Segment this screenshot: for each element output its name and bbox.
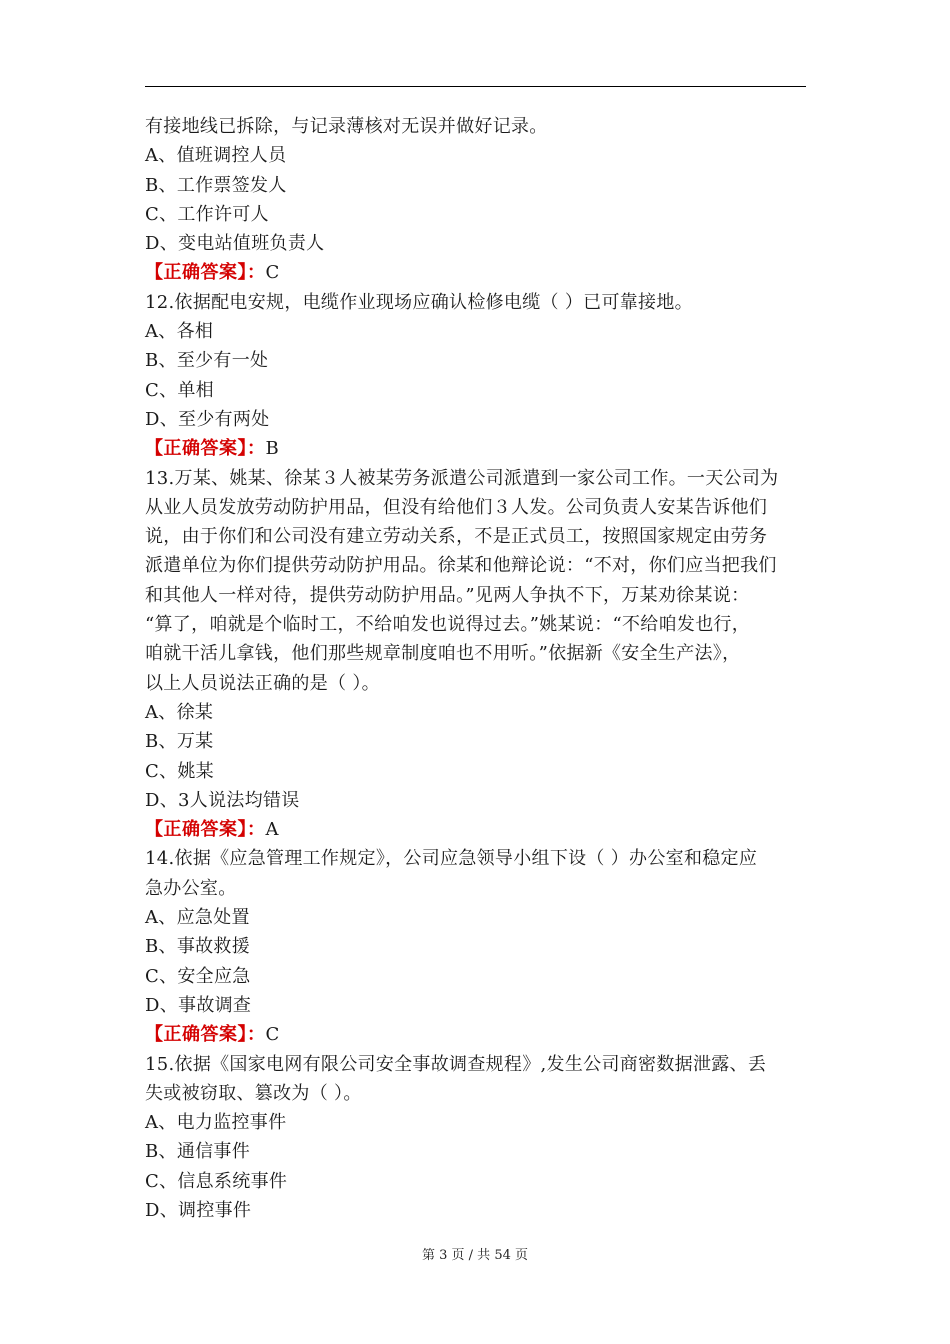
q14-stem-line: 14.依据《应急管理工作规定》，公司应急领导小组下设（ ）办公室和稳定应 <box>145 848 758 870</box>
q14-answer <box>145 1020 810 1049</box>
q13-stem-line: 说，由于你们和公司没有建立劳动关系，不是正式员工，按照国家规定由劳务 <box>145 526 768 548</box>
q13-option-b: B、万某 <box>145 731 214 753</box>
q13-stem-line: 和其他人一样对待，提供劳动防护用品。”见两人争执不下，万某劝徐某说： <box>145 584 750 606</box>
answer-label: 【正确答案】： <box>145 262 266 284</box>
page-footer: 第 3 页 / 共 54 页 <box>422 1248 528 1263</box>
answer-value: C <box>265 1024 280 1046</box>
answer-label: 【正确答案】： <box>145 819 266 841</box>
q15-stem-line: 失或被窃取、篡改为（ ）。 <box>145 1082 362 1104</box>
answer-value: B <box>265 438 279 460</box>
q12-option-a: A、各相 <box>145 321 214 343</box>
q15-option-b: B、通信事件 <box>145 1141 251 1163</box>
q14-option-b: B、事故救援 <box>145 936 251 958</box>
q14-option-c: C、安全应急 <box>145 965 251 987</box>
q12-option-d: D、至少有两处 <box>145 408 270 430</box>
q12-option-b: B、至少有一处 <box>145 350 269 372</box>
answer-label: 【正确答案】： <box>145 1024 266 1046</box>
q11-option-a: A、值班调控人员 <box>145 145 287 167</box>
q14-stem-line: 急办公室。 <box>145 877 237 899</box>
q15-option-c: C、信息系统事件 <box>145 1170 288 1192</box>
answer-value: C <box>265 262 280 284</box>
page-content <box>145 112 810 1225</box>
q14-option-a: A、应急处置 <box>145 907 250 929</box>
q12-answer <box>145 434 810 463</box>
answer-label: 【正确答案】： <box>145 438 266 460</box>
q14-option-d: D、事故调查 <box>145 994 252 1016</box>
header-rule <box>145 86 806 87</box>
q12-option-c: C、单相 <box>145 379 214 401</box>
q11-answer <box>145 258 810 287</box>
continuation-text: 有接地线已拆除，与记录薄核对无误并做好记录。 <box>145 116 548 137</box>
q13-stem-line: 咱就干活儿拿钱，他们那些规章制度咱也不用听。”依据新《安全生产法》， <box>145 643 741 665</box>
q13-option-d: D、3人说法均错误 <box>145 789 300 811</box>
q13-stem-line: 派遣单位为你们提供劳动防护用品。徐某和他辩论说：“不对，你们应当把我们 <box>145 555 777 577</box>
q13-stem-line: 以上人员说法正确的是（ ）。 <box>145 672 380 694</box>
q11-option-d: D、变电站值班负责人 <box>145 233 325 255</box>
q11-option-c: C、工作许可人 <box>145 203 269 225</box>
q15-option-d: D、调控事件 <box>145 1199 252 1221</box>
q13-stem-line: 从业人员发放劳动防护用品，但没有给他们３人发。公司负责人安某告诉他们 <box>145 496 768 518</box>
q15-option-a: A、电力监控事件 <box>145 1112 287 1134</box>
q12-stem: 12.依据配电安规，电缆作业现场应确认检修电缆（ ）已可靠接地。 <box>145 291 693 313</box>
q13-answer <box>145 815 810 844</box>
q13-option-c: C、姚某 <box>145 760 214 782</box>
q11-option-b: B、工作票签发人 <box>145 174 287 196</box>
q13-option-a: A、徐某 <box>145 701 214 723</box>
q15-stem-line: 15.依据《国家电网有限公司安全事故调查规程》,发生公司商密数据泄露、丢 <box>145 1053 767 1075</box>
q13-stem-line: “算了，咱就是个临时工，不给咱发也说得过去。”姚某说：“不给咱发也行， <box>145 614 751 636</box>
q13-stem-line: 13.万某、姚某、徐某３人被某劳务派遣公司派遣到一家公司工作。一天公司为 <box>145 467 779 489</box>
answer-value: A <box>265 819 279 841</box>
